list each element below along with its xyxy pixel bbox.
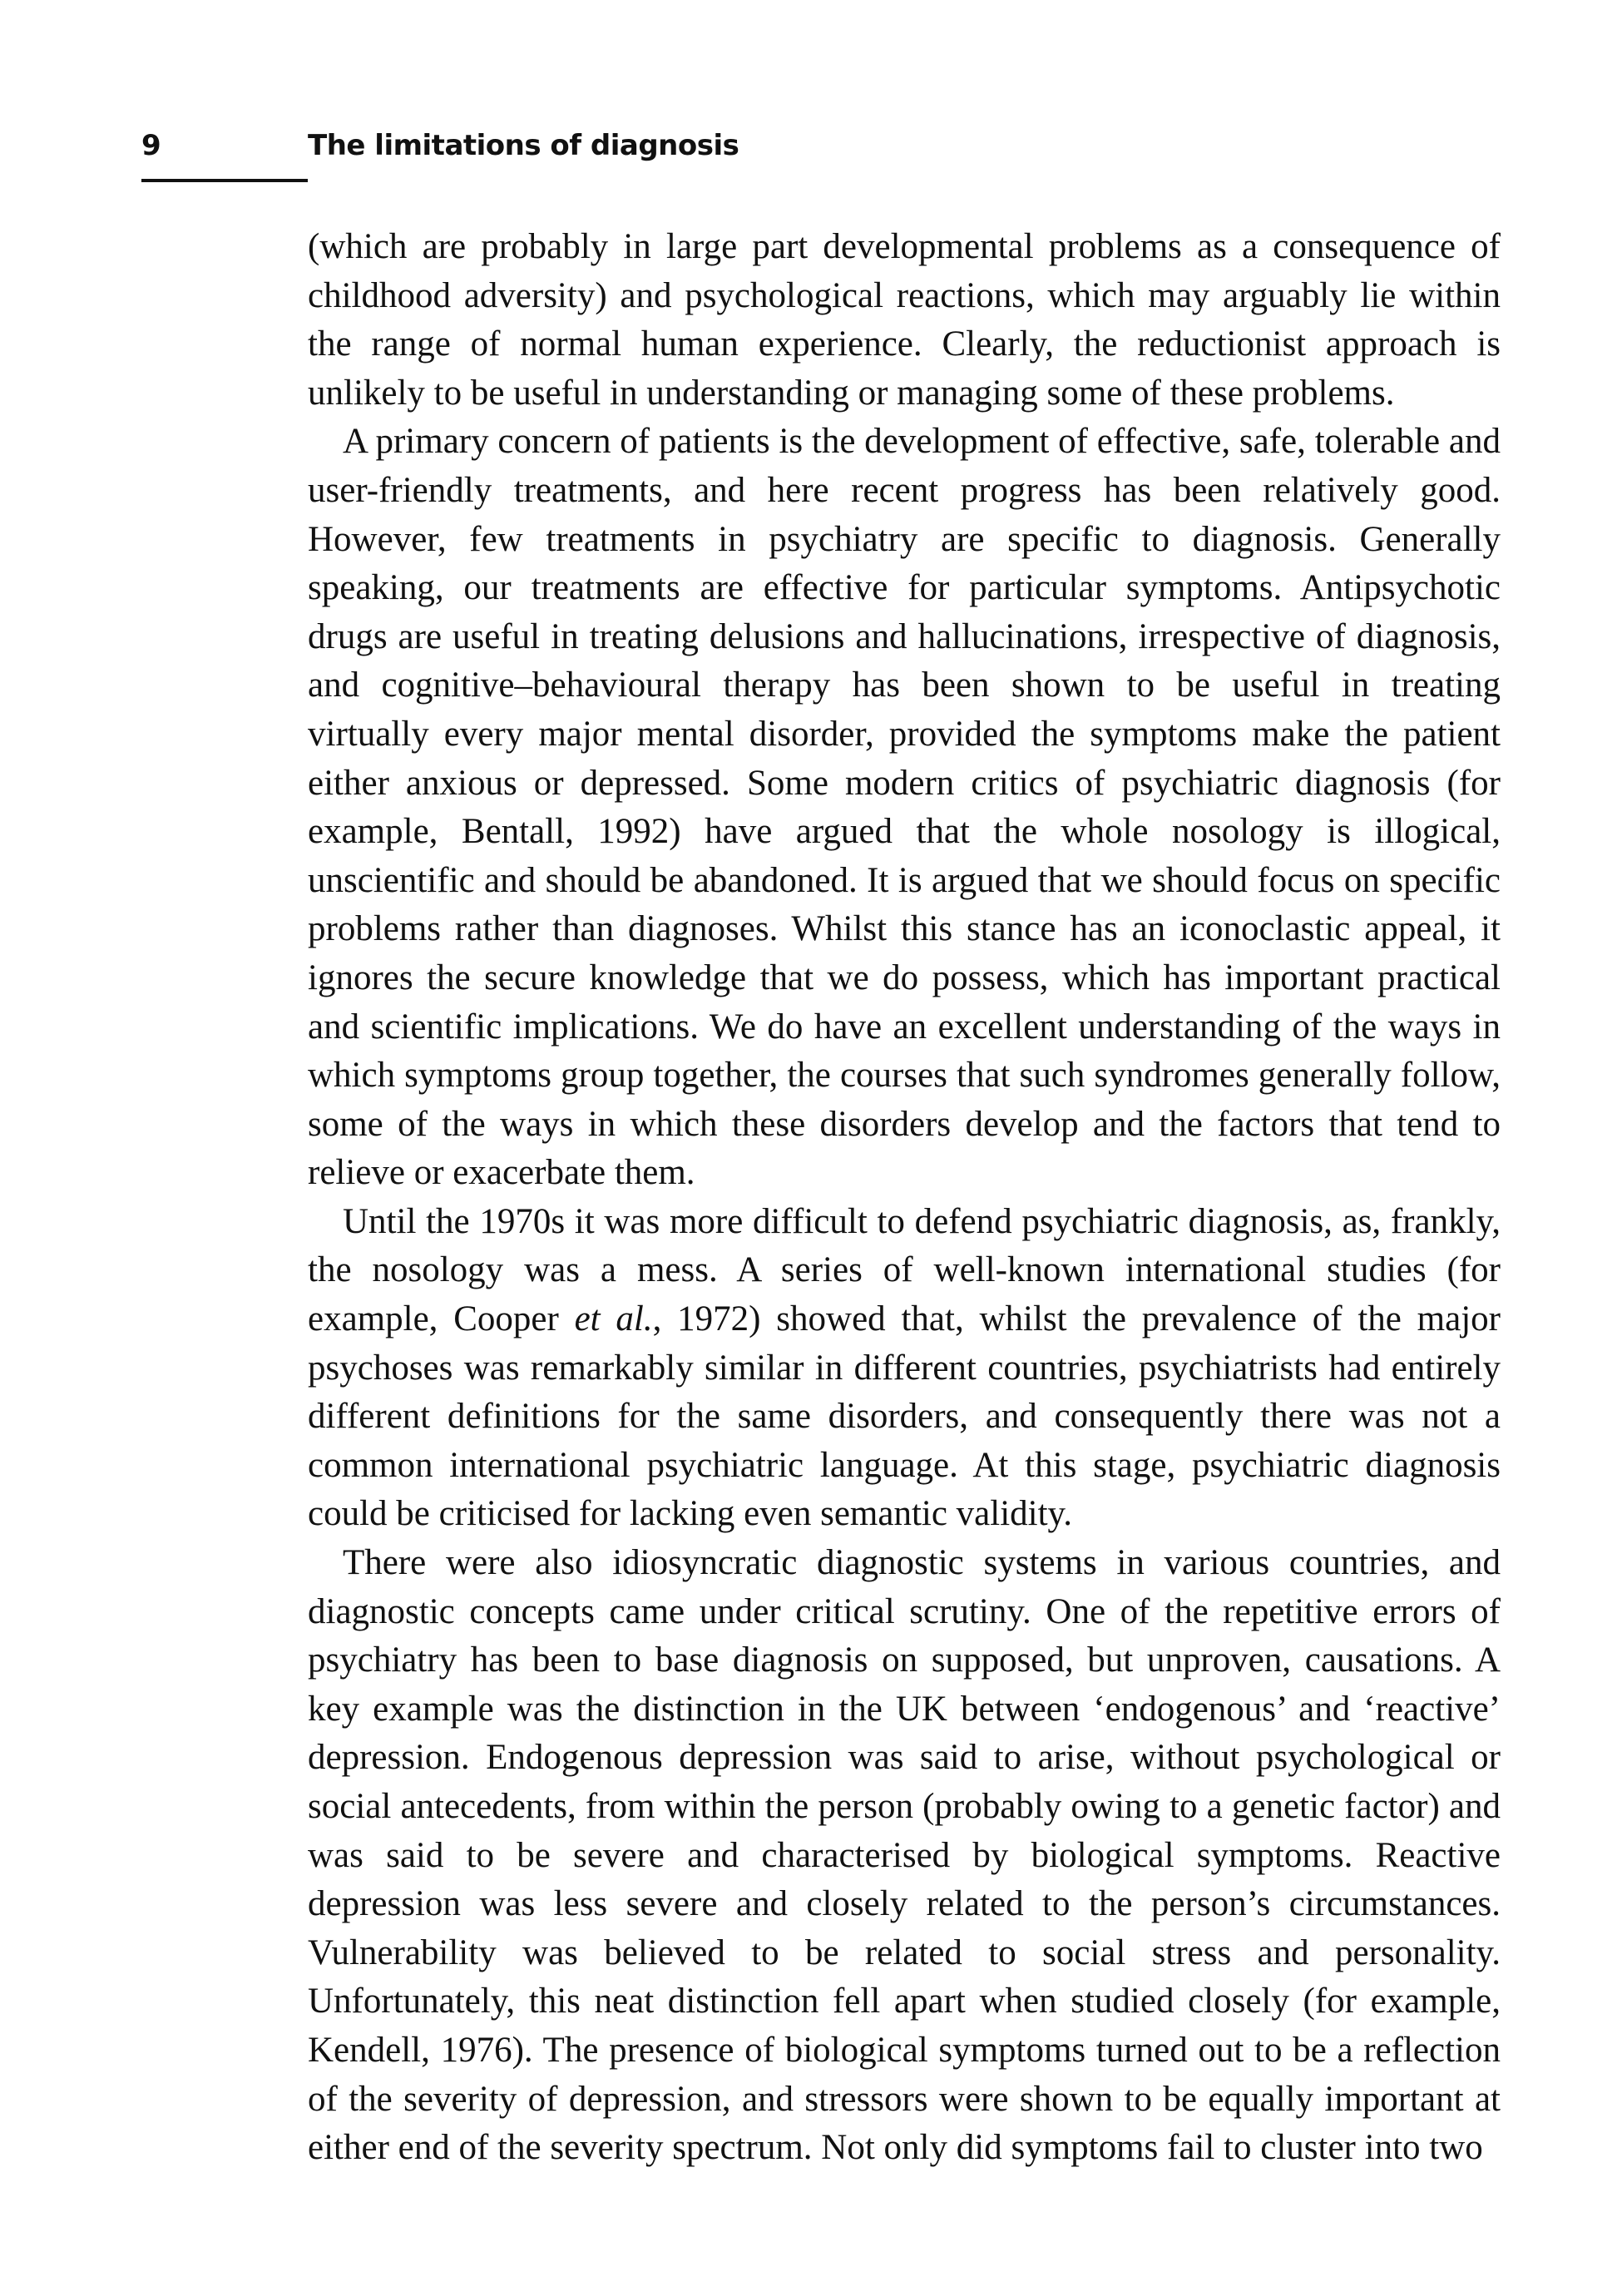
running-head [141,125,1506,183]
header-rule [141,179,308,182]
paragraph-treatments: A primary concern of patients is the development of effective, safe, tolerable and user-friendly treatments, and here recent progress has been relatively good. However, few treatments in psychiatry are specific to diagnosis. Generally speaking, our treatments are effective for particular symptoms. Antipsychotic drugs are useful in treating delusions and hallucinations, irrespective of diagnosis, and cognitive–behavioural therapy has been shown to be useful in treating virtually every major mental disorder, provided the symptoms make the patient either anxious or depressed. Some modern critics of psychiatric diagnosis (for example, Bentall, 1992) have argued that the whole nosology is illogical, unscientific and should be abandoned. It is argued that we should focus on specific problems rather than diagnoses. Whilst this stance has an iconoclastic appeal, it ignores the secure knowledge that we do possess, which has important practical and scientific implications. We do have an excellent understanding of the ways in which symptoms group together, the courses that such syndromes generally follow, some of the ways in which these disorders develop and the factors that tend to relieve or exacerbate them. [308,422,1501,1193]
chapter-title: The limitations of diagnosis [308,129,739,162]
paragraph-text: Until the 1970s it was more difficult to defend psychiatric diagnosis, as, frankly, the nosology was a mess. A series of well-known international studies (for example, Cooper [308,1201,1501,1339]
paragraph-idiosyncratic-systems: There were also idiosyncratic diagnostic systems in various countries, and diagnostic concepts came under critical scrutiny. One of the repetitive errors of psychiatry has been to base diagnosis on supposed, but unproven, causations. A key example was the distinction in the UK between ‘endogenous’ and ‘reactive’ depression. Endogenous depression was said to arise, without psychological or social antecedents, from within the person (probably owing to a genetic factor) and was said to be severe and characterised by biological symptoms. Reactive depression was less severe and closely related to the person’s circumstances. Vulnerability was believed to be related to social stress and personality. Unfortunately, this neat distinction fell apart when studied closely (for example, Kendell, 1976). The presence of biological symptoms turned out to be a reflection of the severity of depression, and stressors were shown to be equally important at either end of the severity spectrum. Not only did symptoms fail to cluster into two [308,1543,1501,2168]
paragraph-1970s-nosology [308,1198,1501,1539]
paragraph-text: , 1972) showed that, whilst the prevalence of the major psychoses was remarkably similar in different countries, psychiatrists had entirely different definitions for the same disorders, and consequently there was not a common international psychiatric language. At this stage, psychiatric diagnosis could be criticised for lacking even semantic validity. [308,1299,1501,1534]
page-number: 9 [141,129,161,162]
body-text [308,223,1501,2173]
italic-citation: et al. [574,1299,653,1339]
paragraph-continued: (which are probably in large part developmental problems as a consequence of childhood adversity) and psychological reactions, which may arguably lie within the range of normal human experience. Clearly, the reductionist approach is unlikely to be useful in understanding or managing some of these problems. [308,227,1501,413]
